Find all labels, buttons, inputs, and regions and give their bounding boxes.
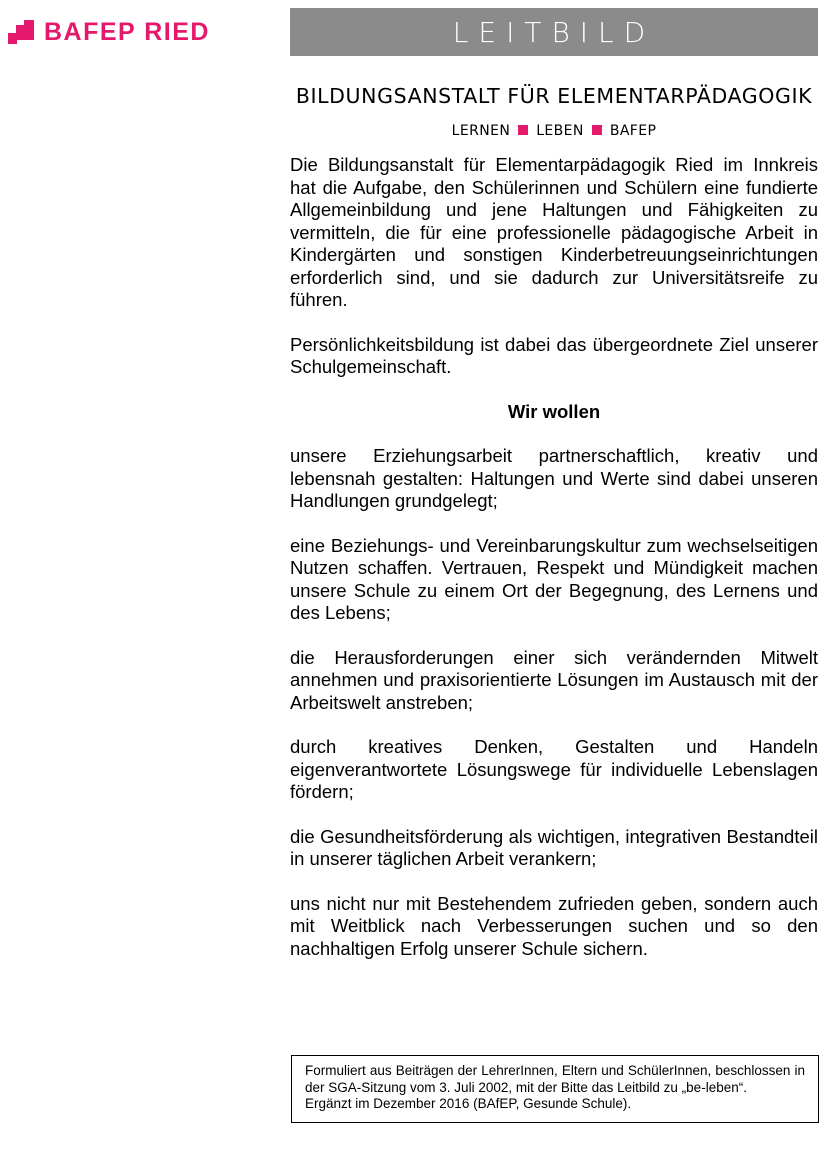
goal-paragraph: durch kreatives Denken, Gestalten und Handeln eigenverantwortete Lösungswege für individuelle Lebenslagen fördern; xyxy=(290,736,818,802)
goal-paragraph: eine Beziehungs- und Vereinbarungskultur zum wechselseitigen Nutzen schaffen. Vertrauen, Respekt und Mündigkeit machen unsere Schule zu einem Ort der Begegnung, des Lernens und des Lebens; xyxy=(290,534,818,623)
school-name-subtitle: BILDUNGSANSTALT FÜR ELEMENTARPÄDAGOGIK xyxy=(295,84,813,108)
tagline-word-lernen: LERNEN xyxy=(451,123,511,139)
footnote-amendment: Ergänzt im Dezember 2016 (BAfEP, Gesunde Schule). xyxy=(305,1096,632,1111)
pink-square-icon xyxy=(518,125,528,135)
tagline xyxy=(290,123,818,139)
goal-paragraph: die Herausforderungen einer sich verändernden Mitwelt annehmen und praxisorientierte Lösungen im Austausch mit der Arbeitswelt anstreben; xyxy=(290,646,818,713)
tagline-word-bafep: BAFEP xyxy=(609,123,657,139)
school-logo xyxy=(8,18,210,46)
section-heading: Wir wollen xyxy=(507,400,601,422)
goal-paragraph: unsere Erziehungsarbeit partnerschaftlich, kreativ und lebensnah gestalten: Haltungen und Werte sind dabei unseren Handlungen grundgelegt; xyxy=(290,445,818,511)
page-title-bar xyxy=(290,8,818,56)
stepped-squares-logo-icon xyxy=(8,20,34,44)
goal-paragraph: uns nicht nur mit Bestehendem zufrieden geben, sondern auch mit Weitblick nach Verbesserungen suchen und so den nachhaltigen Erfolg unserer Schule sichern. xyxy=(290,892,818,959)
logo-text: BAFEP RIED xyxy=(44,18,210,46)
mission-statement xyxy=(290,154,818,982)
footnote-origin: Formuliert aus Beiträgen der LehrerInnen, Eltern und SchülerInnen, beschlossen in der SGA-Sitzung vom 3. Juli 2002, mit der Bitte das Leitbild zu „be-leben“. xyxy=(305,1063,805,1095)
intro-paragraph: Persönlichkeitsbildung ist dabei das übergeordnete Ziel unserer Schulgemeinschaft. xyxy=(290,333,818,377)
pink-square-icon xyxy=(592,125,602,135)
intro-paragraph: Die Bildungsanstalt für Elementarpädagogik Ried im Innkreis hat die Aufgabe, den Schülerinnen und Schülern eine fundierte Allgemeinbildung und jene Haltungen und Fähigkeiten zu vermitteln, die für eine professionelle pädagogische Arbeit in Kindergärten und sonstigen Kinderbetreuungseinrichtungen erforderlich sind, und sie dadurch zur Universitätsreife zu führen. xyxy=(290,154,818,310)
goal-paragraph: die Gesundheitsförderung als wichtigen, integrativen Bestandteil in unserer täglichen Arbeit verankern; xyxy=(290,825,818,869)
page-title: LEITBILD xyxy=(452,15,656,49)
tagline-word-leben: LEBEN xyxy=(536,123,584,139)
footnote-box xyxy=(291,1055,819,1123)
